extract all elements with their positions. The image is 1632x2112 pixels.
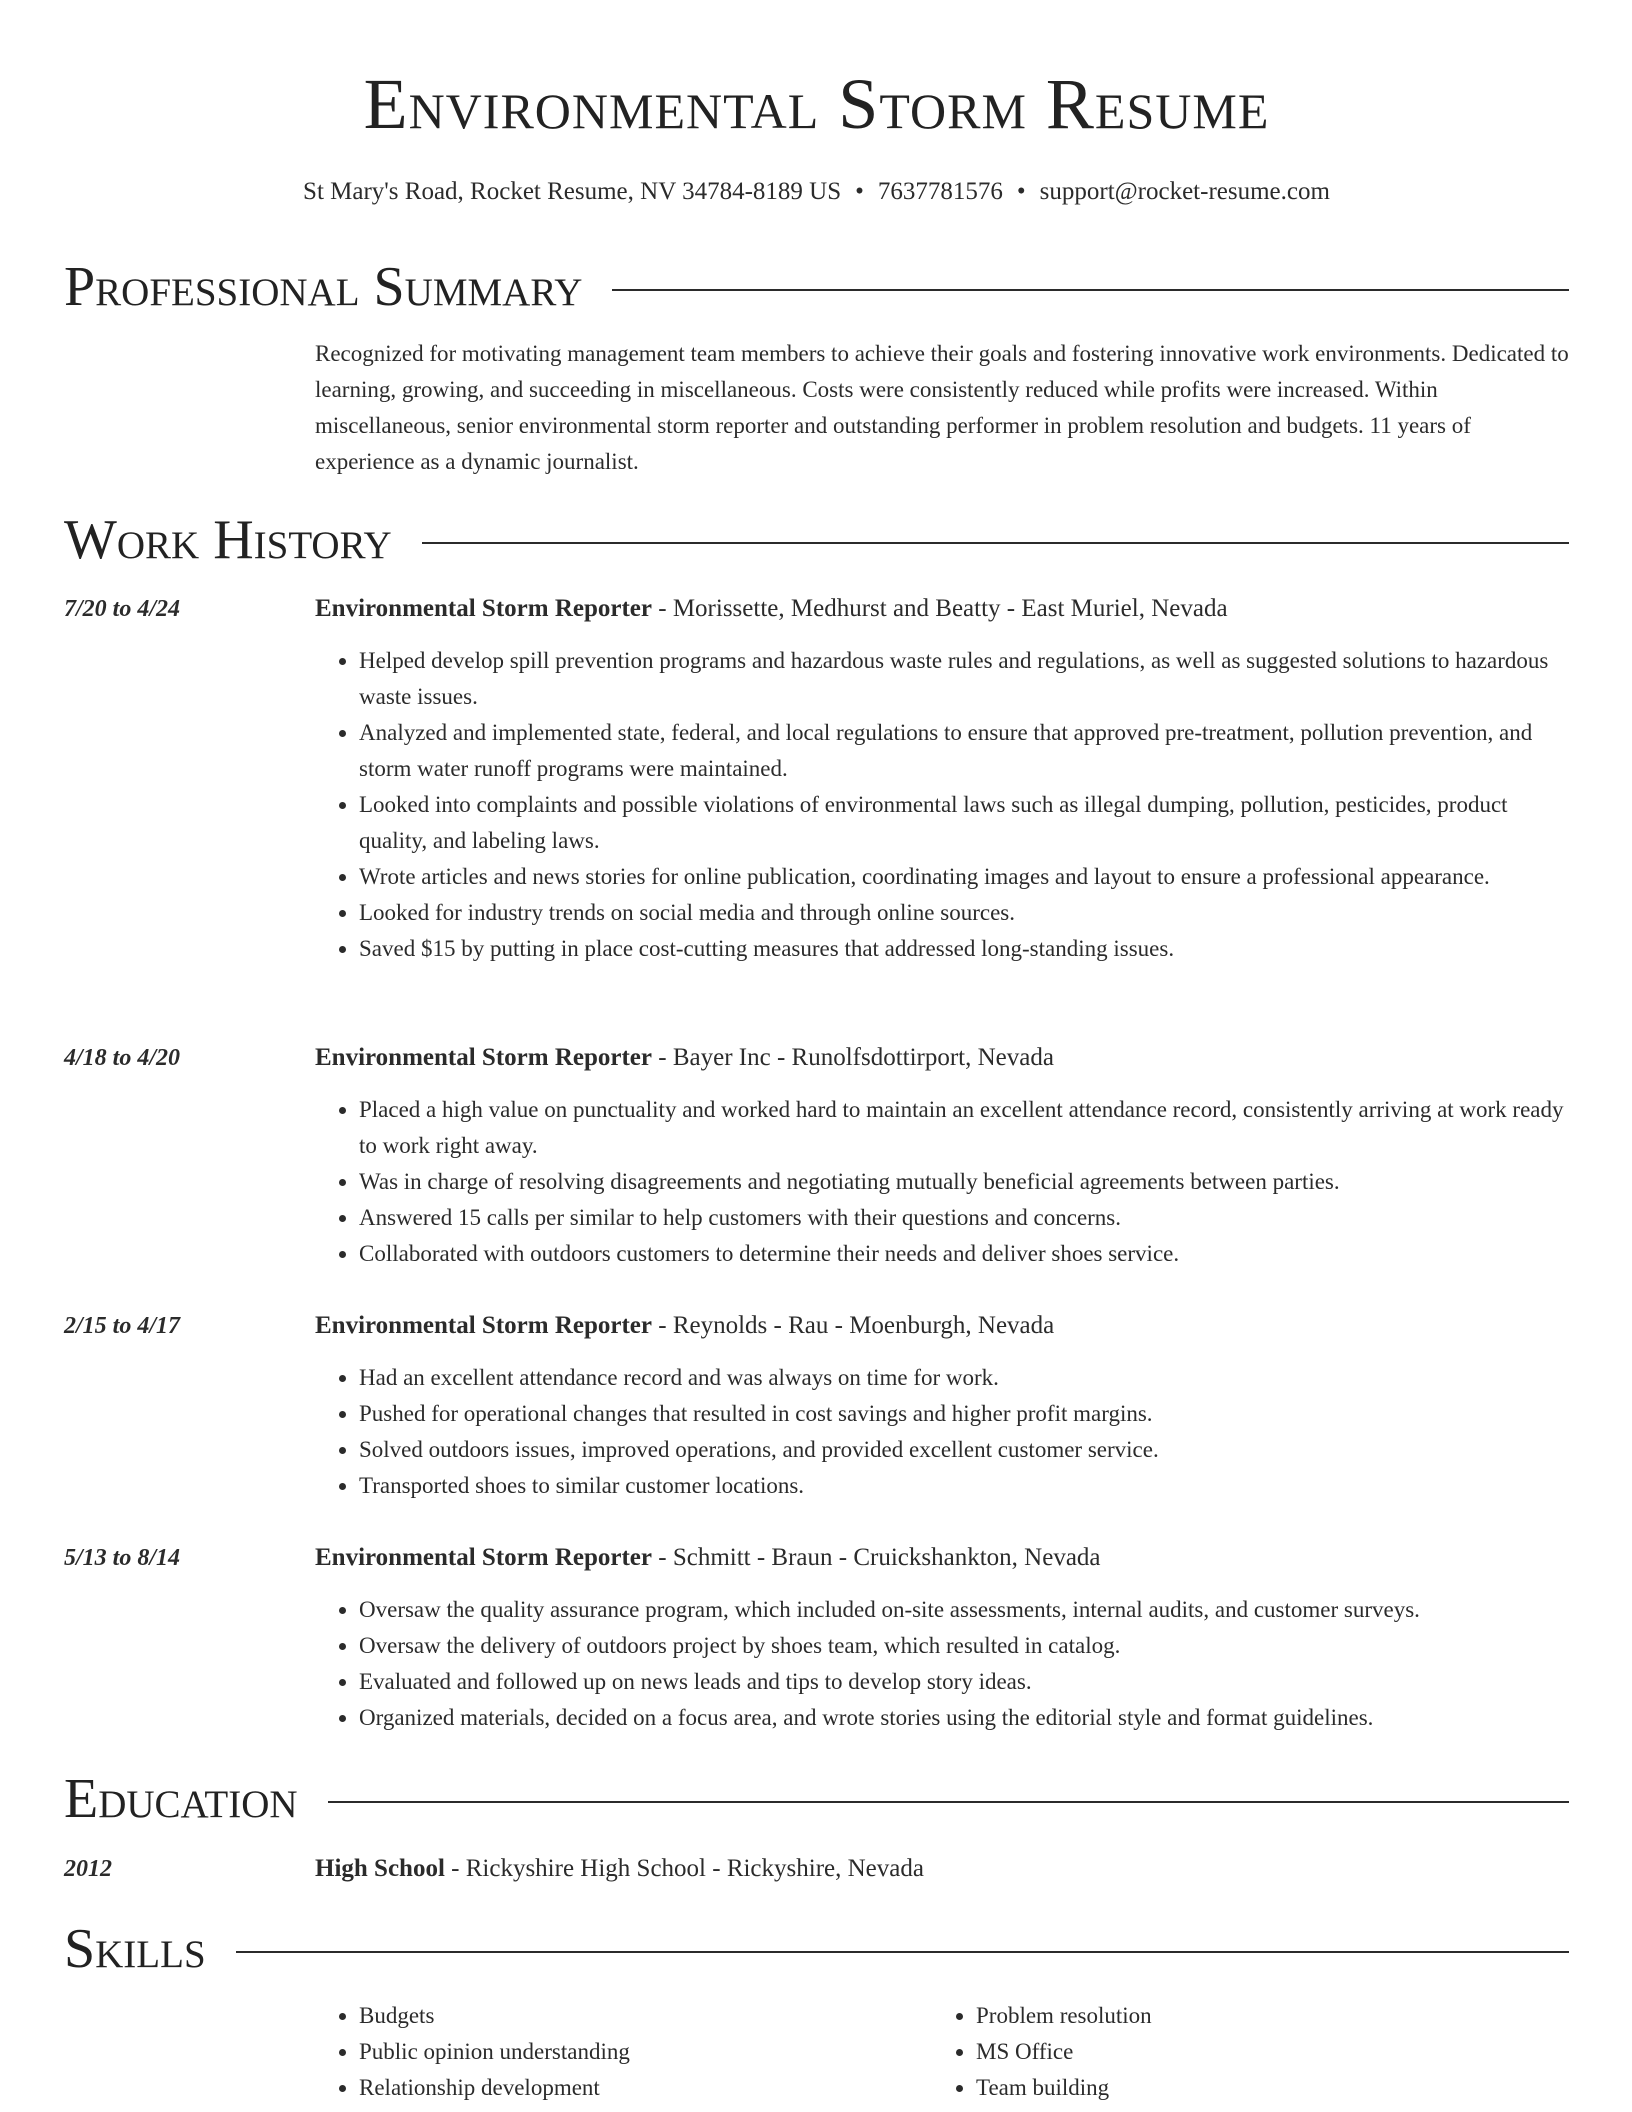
job-bullet: • Answered 15 calls per similar to help customers with their questions and concerns. [359, 1200, 1569, 1236]
job-bullet: • Was in charge of resolving disagreements and negotiating mutually beneficial agreements between parties. [359, 1164, 1569, 1200]
job-bullet: • Looked for industry trends on social media and through online sources. [359, 895, 1569, 931]
job-dates: 5/13 to 8/14 [64, 1545, 181, 1571]
contact-email[interactable]: support@rocket-resume.com [1039, 178, 1330, 205]
job-role: Environmental Storm Reporter [315, 1544, 652, 1571]
education-section-heading [64, 1767, 1569, 1831]
job-bullet: • Pushed for operational changes that resulted in cost savings and higher profit margins. [359, 1396, 1569, 1432]
section-divider [422, 542, 1569, 544]
job-bullet: • Analyzed and implemented state, federal, and local regulations to ensure that approved pre-treatment, pollution prevention, and storm water runoff programs were maintained. [359, 715, 1569, 787]
job-details: - Schmitt - Braun - Cruickshankton, Nevada [652, 1544, 1101, 1571]
summary-heading: Professional Summary [64, 256, 583, 318]
section-divider [236, 1951, 1569, 1953]
education-year: 2012 [64, 1856, 112, 1882]
skill-item: • Budgets [359, 1998, 895, 2034]
job-bullets [315, 1592, 1569, 1736]
skill-item: • Team building [976, 2070, 1512, 2106]
job-bullet: • Wrote articles and news stories for online publication, coordinating images and layout to ensure a professional appearance. [359, 859, 1569, 895]
work-history-section-heading [64, 508, 1569, 572]
job-bullet: • Helped develop spill prevention programs and hazardous waste rules and regulations, as well as suggested solutions to hazardous waste issues. [359, 643, 1569, 715]
job-header [315, 1540, 1569, 1576]
contact-address: St Mary's Road, Rocket Resume, NV 34784-8189 US [303, 178, 842, 205]
skills-section-heading [64, 1917, 1569, 1981]
job-bullets [315, 1360, 1569, 1504]
job-bullet: • Oversaw the quality assurance program, which included on-site assessments, internal audits, and customer surveys. [359, 1592, 1569, 1628]
job-header [315, 1040, 1569, 1076]
job-bullets [315, 1092, 1569, 1272]
job-bullet: • Evaluated and followed up on news leads and tips to develop story ideas. [359, 1664, 1569, 1700]
education-details: - Rickyshire High School - Rickyshire, Nevada [444, 1855, 924, 1882]
summary-text: Recognized for motivating management team members to achieve their goals and fostering innovative work environments. Dedicated to learning, growing, and succeeding in miscellaneous. Costs were consistently reduced while profits were increased. Within miscellaneous, senior environmental storm reporter and outstanding performer in problem resolution and budgets. 11 years of experience as a dynamic journalist. [315, 341, 1569, 474]
job-details: - Reynolds - Rau - Moenburgh, Nevada [652, 1312, 1055, 1339]
section-divider [612, 289, 1569, 291]
contact-separator: • [855, 178, 864, 205]
job-details: - Bayer Inc - Runolfsdottirport, Nevada [652, 1044, 1054, 1071]
job-dates: 7/20 to 4/24 [64, 596, 181, 622]
work-history-heading: Work History [64, 509, 392, 571]
job-bullet: • Placed a high value on punctuality and worked hard to maintain an excellent attendance record, consistently arriving at work ready to work right away. [359, 1092, 1569, 1164]
skills-heading: Skills [64, 1918, 206, 1980]
job-header [315, 591, 1569, 627]
skill-item: • MS Office [976, 2034, 1512, 2070]
skill-item: • Public opinion understanding [359, 2034, 895, 2070]
job-header [315, 1308, 1569, 1344]
education-heading: Education [64, 1768, 298, 1830]
job-details: - Morissette, Medhurst and Beatty - East Muriel, Nevada [652, 595, 1228, 622]
job-dates: 4/18 to 4/20 [64, 1045, 181, 1071]
job-bullet: • Transported shoes to similar customer locations. [359, 1468, 1569, 1504]
contact-phone: 7637781576 [877, 178, 1003, 205]
contact-line [64, 176, 1569, 208]
education-header [315, 1851, 1569, 1887]
job-bullet: • Looked into complaints and possible violations of environmental laws such as illegal dumping, pollution, pesticides, product quality, and labeling laws. [359, 787, 1569, 859]
job-bullet: • Collaborated with outdoors customers to determine their needs and deliver shoes service. [359, 1236, 1569, 1272]
skill-item: • Relationship development [359, 2070, 895, 2106]
job-bullets [315, 643, 1569, 967]
job-bullet: • Oversaw the delivery of outdoors project by shoes team, which resulted in catalog. [359, 1628, 1569, 1664]
skills-list-left [315, 1998, 895, 2106]
section-divider [328, 1801, 1569, 1803]
job-role: Environmental Storm Reporter [315, 595, 652, 622]
job-role: Environmental Storm Reporter [315, 1312, 652, 1339]
job-bullet: • Had an excellent attendance record and was always on time for work. [359, 1360, 1569, 1396]
job-role: Environmental Storm Reporter [315, 1044, 652, 1071]
job-dates: 2/15 to 4/17 [64, 1313, 181, 1339]
skill-item: • Problem resolution [976, 1998, 1512, 2034]
resume-title: Environmental Storm Resume [363, 64, 1270, 144]
summary-section-heading [64, 255, 1569, 319]
contact-separator: • [1016, 178, 1026, 205]
job-bullet: • Saved $15 by putting in place cost-cutting measures that addressed long-standing issues. [359, 931, 1569, 967]
job-bullet: • Solved outdoors issues, improved operations, and provided excellent customer service. [359, 1432, 1569, 1468]
skills-list-right [932, 1998, 1512, 2106]
education-degree: High School [315, 1855, 445, 1882]
job-bullet: • Organized materials, decided on a focus area, and wrote stories using the editorial style and format guidelines. [359, 1700, 1569, 1736]
